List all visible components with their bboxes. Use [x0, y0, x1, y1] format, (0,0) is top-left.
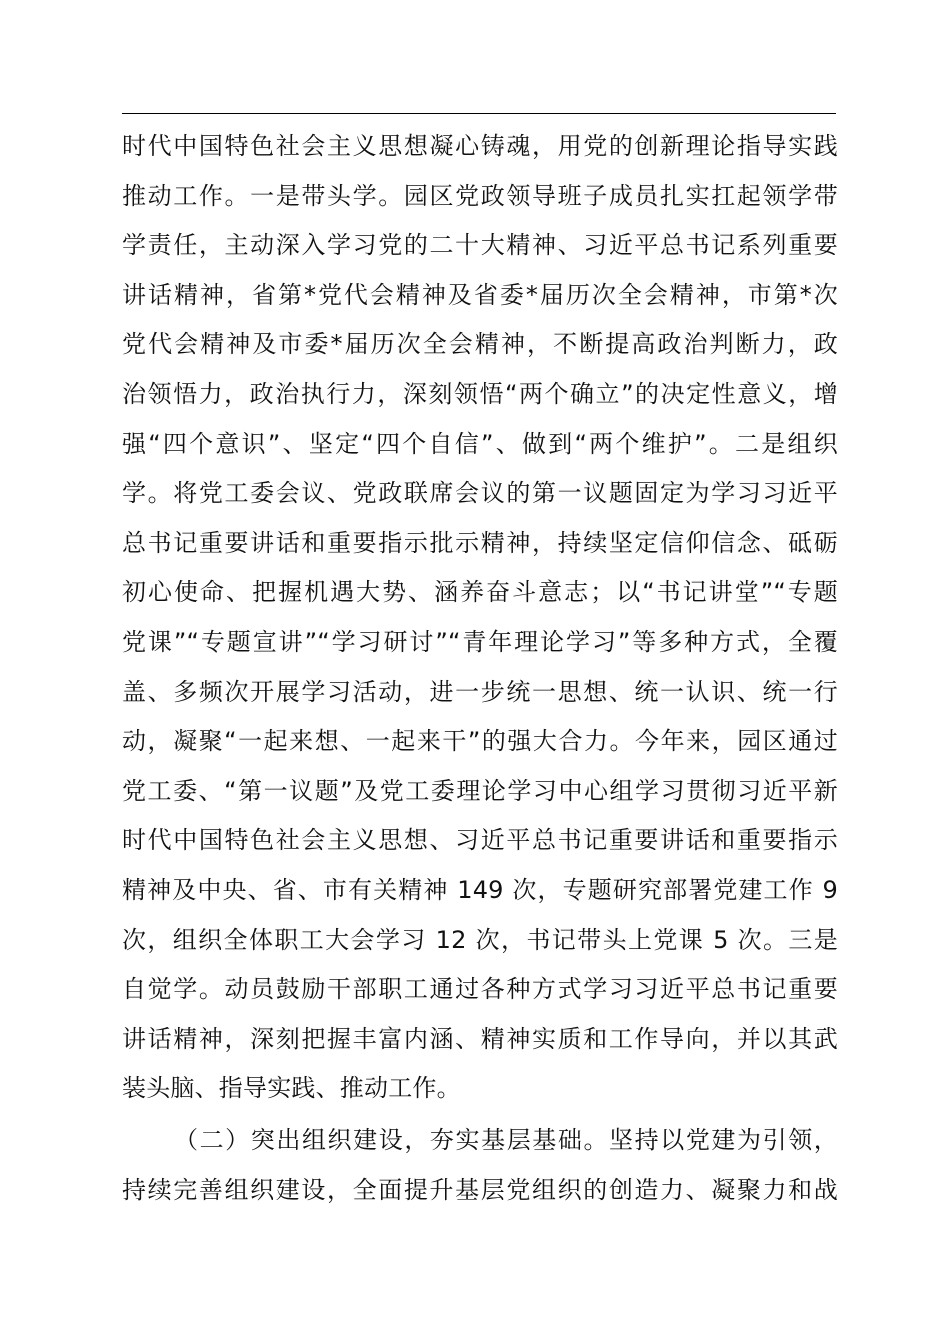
- text-line: 强“四个意识”、坚定“四个自信”、做到“两个维护”。二是组织: [122, 429, 838, 458]
- text-line: 动，凝聚“一起来想、一起来干”的强大合力。今年来，园区通过: [122, 727, 838, 756]
- paragraph-2: [122, 1116, 838, 1215]
- text-line: 精神及中央、省、市有关精神 149 次，专题研究部署党建工作 9: [122, 875, 838, 904]
- header-rule: [122, 113, 836, 114]
- text-line: 党课”“专题宣讲”“学习研讨”“青年理论学习”等多种方式，全覆: [122, 627, 838, 656]
- text-line: 时代中国特色社会主义思想凝心铸魂，用党的创新理论指导实践: [122, 132, 838, 160]
- text-line: 讲话精神，省第*党代会精神及省委*届历次全会精神，市第*次: [122, 280, 838, 309]
- text-line: 党工委、“第一议题”及党工委理论学习中心组学习贯彻习近平新: [122, 776, 838, 805]
- text-line: 总书记重要讲话和重要指示批示精神，持续坚定信仰信念、砥砺: [122, 528, 838, 557]
- text-line: 装头脑、指导实践、推动工作。: [122, 1074, 461, 1103]
- text-line: 自觉学。动员鼓励干部职工通过各种方式学习习近平总书记重要: [122, 975, 838, 1004]
- text-line: 讲话精神，深刻把握丰富内涵、精神实质和工作导向，并以其武: [122, 1024, 838, 1053]
- text-line: 次，组织全体职工大会学习 12 次，书记带头上党课 5 次。三是: [122, 925, 838, 954]
- text-line: 学。将党工委会议、党政联席会议的第一议题固定为学习习近平: [122, 479, 838, 508]
- section-heading-line: （二）突出组织建设，夯实基层基础。坚持以党建为引领，: [174, 1126, 838, 1154]
- text-line: 推动工作。一是带头学。园区党政领导班子成员扎实扛起领学带: [122, 181, 838, 210]
- text-line: 学责任，主动深入学习党的二十大精神、习近平总书记系列重要: [122, 231, 838, 260]
- paragraph-1: [122, 122, 838, 1114]
- text-line: 党代会精神及市委*届历次全会精神，不断提高政治判断力，政: [122, 330, 838, 359]
- text-line: 盖、多频次开展学习活动，进一步统一思想、统一认识、统一行: [122, 677, 838, 706]
- text-line: 初心使命、把握机遇大势、涵养奋斗意志；以“书记讲堂”“专题: [122, 578, 838, 607]
- text-line: 持续完善组织建设，全面提升基层党组织的创造力、凝聚力和战: [122, 1175, 838, 1204]
- text-line: 治领悟力，政治执行力，深刻领悟“两个确立”的决定性意义，增: [122, 379, 838, 408]
- text-line: 时代中国特色社会主义思想、习近平总书记重要讲话和重要指示: [122, 826, 838, 855]
